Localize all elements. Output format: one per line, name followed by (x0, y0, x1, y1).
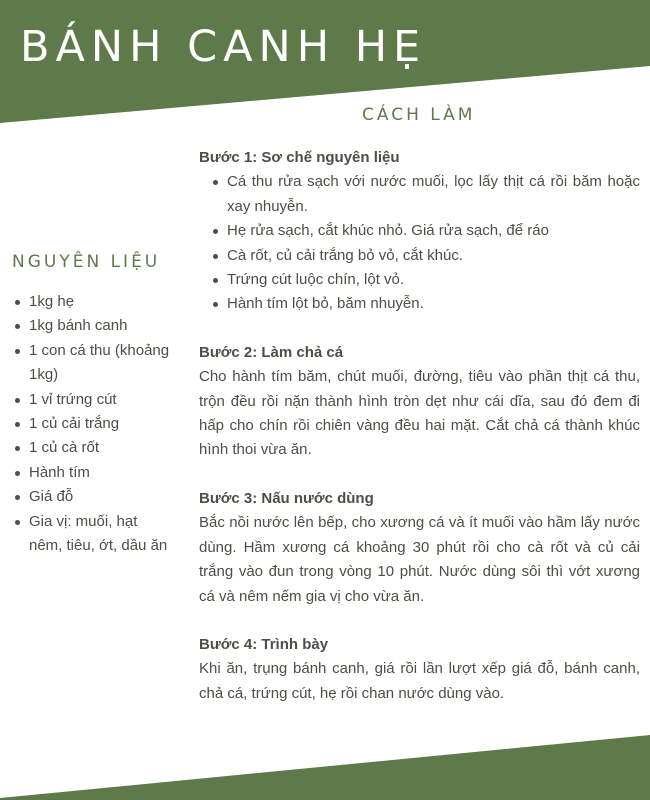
ingredient-item: 1 vỉ trứng cút (14, 388, 174, 412)
step-bullet: Cà rốt, củ cải trắng bỏ vỏ, cắt khúc. (227, 244, 640, 268)
ingredient-item: 1kg hẹ (14, 290, 174, 314)
step-bullet: Trứng cút luộc chín, lột vỏ. (227, 268, 640, 292)
step-bullet: Cá thu rửa sạch với nước muối, lọc lấy thịt cá rồi băm hoặc xay nhuyễn. (227, 170, 640, 219)
step-body: Khi ăn, trụng bánh canh, giá rồi lần lượt xếp giá đỗ, bánh canh, chả cá, trứng cút, hẹ rồi chan nước dùng vào. (199, 660, 640, 702)
step-body: Cho hành tím băm, chút muối, đường, tiêu vào phần thịt cá thu, trộn đều rồi nặn thành hình tròn dẹt như cái dĩa, sau đó đem đi hấp cho chín rồi chiên vàng đều hai mặt. Cắt chả cá thành khúc hình thoi vừa ăn. (199, 368, 640, 459)
step-1 (199, 146, 640, 317)
step-title: Bước 3: Nấu nước dùng (199, 489, 374, 507)
ingredient-item: 1 củ cải trắng (14, 412, 174, 436)
step-title: Bước 2: Làm chả cá (199, 343, 344, 361)
bottom-banner-shape (0, 735, 650, 800)
step-body: Bắc nồi nước lên bếp, cho xương cá và ít muối vào hầm lấy nước dùng. Hầm xương cá khoảng 30 phút rồi cho cà rốt và củ cải trắng vào đun trong vòng 10 phút. Nước dùng sôi thì vớt xương cá và nêm nếm gia vị cho vừa ăn. (199, 514, 640, 605)
step-2 (199, 341, 640, 463)
ingredients-heading: NGUYÊN LIỆU (12, 252, 161, 272)
recipe-title: BÁNH CANH HẸ (20, 22, 427, 72)
ingredient-item: Hành tím (14, 461, 174, 485)
step-title: Bước 4: Trình bày (199, 635, 329, 653)
ingredient-item: Gia vị: muối, hạt nêm, tiêu, ớt, dầu ăn (14, 510, 174, 559)
method-steps (199, 146, 640, 730)
ingredient-item: 1 con cá thu (khoảng 1kg) (14, 339, 174, 388)
step-bullet: Hành tím lột bỏ, băm nhuyễn. (227, 292, 640, 316)
ingredient-item: 1 củ cà rốt (14, 436, 174, 460)
step-1-list (199, 170, 640, 316)
step-3 (199, 487, 640, 609)
ingredient-item: Giá đỗ (14, 485, 174, 509)
bottom-banner (0, 735, 650, 800)
ingredients-list (14, 290, 174, 558)
step-title: Bước 1: Sơ chế nguyên liệu (199, 149, 400, 166)
method-heading: CÁCH LÀM (362, 105, 476, 125)
step-4 (199, 633, 640, 706)
step-bullet: Hẹ rửa sạch, cắt khúc nhỏ. Giá rửa sạch, để ráo (227, 219, 640, 243)
ingredient-item: 1kg bánh canh (14, 314, 174, 338)
